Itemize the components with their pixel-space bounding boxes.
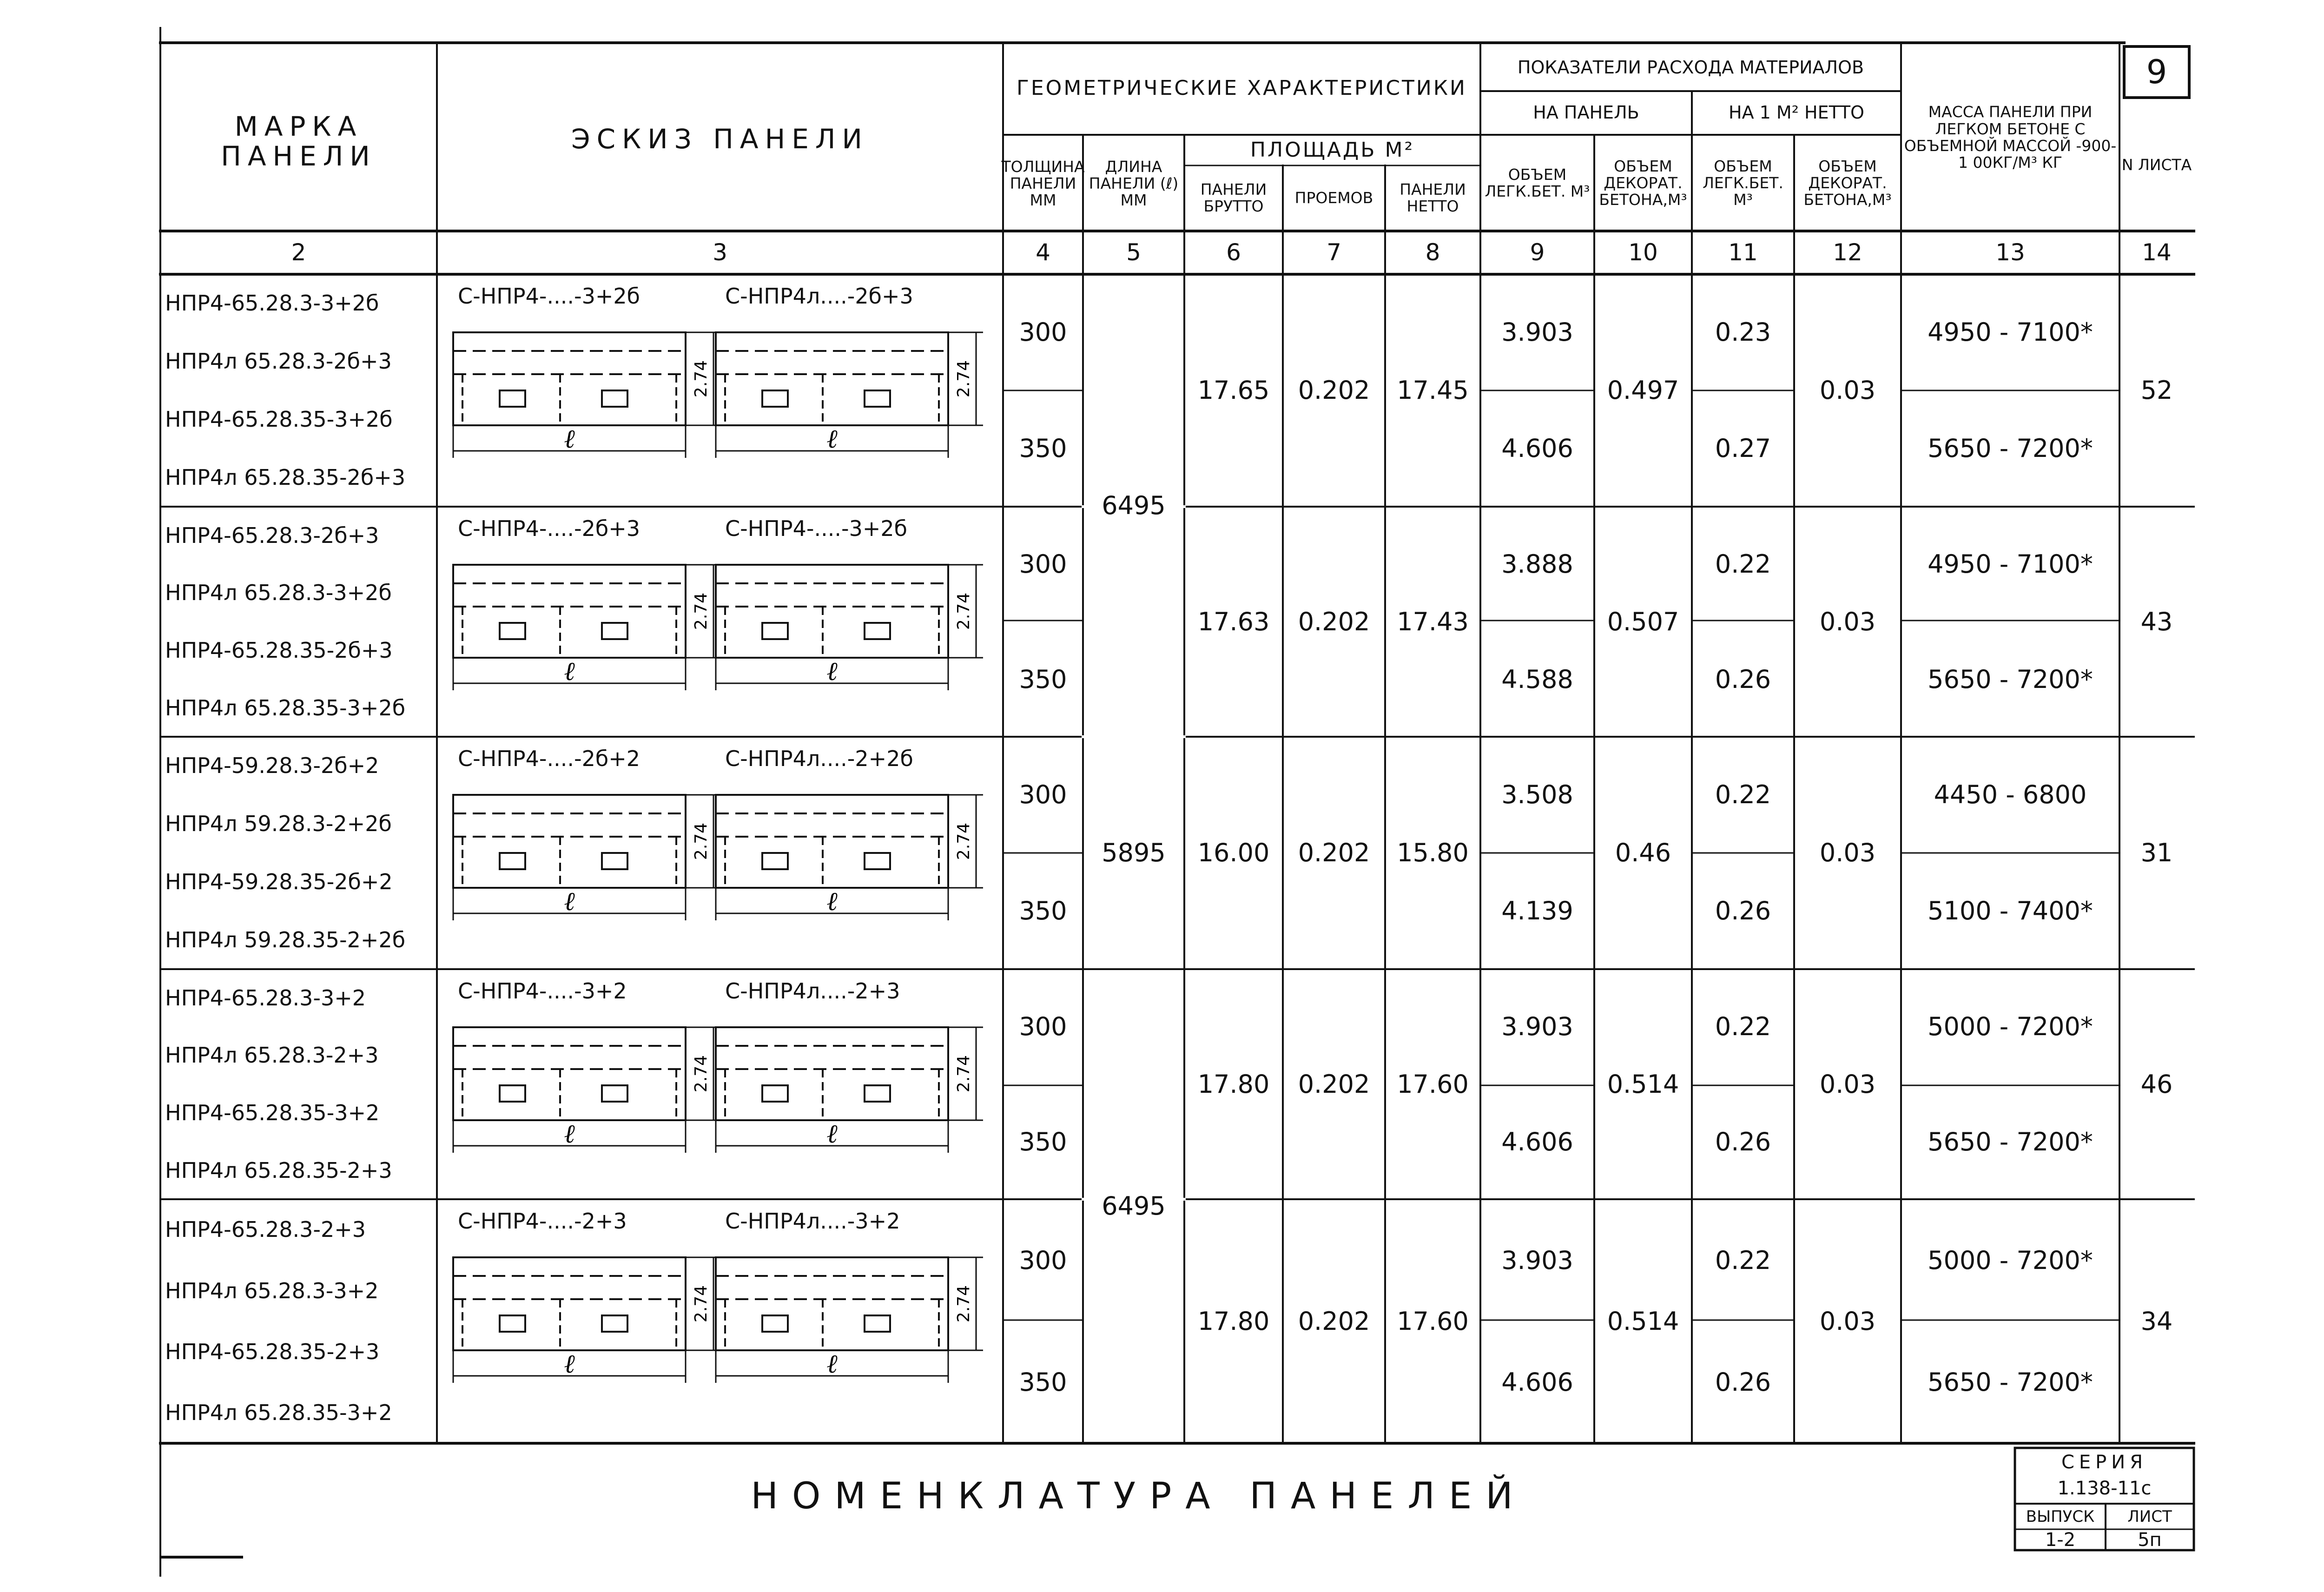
sheet-reference: 31 (2140, 838, 2173, 868)
panel-sketch-left (449, 776, 737, 944)
col-header-sheet-no: N ЛИСТА (2121, 155, 2192, 174)
panel-outline (716, 1027, 948, 1120)
col-header-thickness: ТОЛЩИНА ПАНЕЛИ ММ (1001, 157, 1085, 210)
window-opening (602, 390, 627, 407)
sketch-title-left: С-НПР4-....-2б+3 (458, 516, 640, 541)
vol-light-concrete-m2: 0.26 (1715, 1127, 1771, 1156)
panel-mark: НПР4-65.28.3-3+2 (165, 985, 366, 1011)
vol-light-concrete: 3.903 (1501, 1012, 1573, 1042)
openings-area: 0.202 (1298, 607, 1370, 636)
vol-light-concrete-m2: 0.27 (1715, 434, 1771, 463)
panel-mark: НПР4-59.28.3-2б+2 (165, 753, 379, 779)
sketch-title-right: С-НПР4л....-2б+3 (725, 284, 913, 309)
sheet-reference: 52 (2140, 376, 2173, 405)
panel-mark: НПР4л 65.28.3-2+3 (165, 1043, 379, 1068)
panel-sketch-right (711, 1009, 999, 1176)
vol-decor-concrete: 0.497 (1607, 376, 1679, 405)
vol-light-concrete-m2: 0.26 (1715, 896, 1771, 926)
panel-mass: 4450 - 6800 (1934, 780, 2087, 810)
panel-mass: 5650 - 7200* (1928, 664, 2093, 694)
thickness-value: 300 (1019, 317, 1067, 347)
column-number: 9 (1530, 239, 1545, 266)
sketch-title-right: С-НПР4-....-3+2б (725, 516, 908, 541)
vol-decor-concrete-m2: 0.03 (1819, 1306, 1876, 1336)
dim-length-label: ℓ (564, 1349, 575, 1379)
drawing-title: НОМЕНКЛАТУРА ПАНЕЛЕЙ (751, 1475, 1527, 1518)
panel-mark: НПР4-65.28.35-2б+3 (165, 638, 393, 663)
panel-mass: 4950 - 7100* (1928, 549, 2093, 579)
panel-sketch-right (711, 1239, 999, 1406)
panel-drawing (711, 1239, 999, 1406)
panel-drawing (449, 1239, 737, 1406)
col-header-materials: ПОКАЗАТЕЛИ РАСХОДА МАТЕРИАЛОВ (1517, 57, 1864, 78)
window-opening (762, 390, 788, 407)
thickness-value: 300 (1019, 1012, 1067, 1042)
column-number: 6 (1226, 239, 1241, 266)
dim-height-label: 2.74 (692, 1285, 711, 1323)
panel-sketch-right (711, 776, 999, 944)
vol-decor-concrete: 0.46 (1615, 838, 1671, 868)
net-area: 17.60 (1397, 1069, 1469, 1099)
vol-light-concrete-m2: 0.22 (1715, 780, 1771, 810)
dim-length-label: ℓ (826, 424, 838, 454)
column-number: 7 (1327, 239, 1341, 266)
col-header-length: ДЛИНА ПАНЕЛИ (ℓ) ММ (1089, 157, 1179, 210)
col-header-per-panel: НА ПАНЕЛЬ (1533, 102, 1639, 123)
dim-height-label: 2.74 (692, 822, 711, 860)
window-opening (500, 853, 525, 869)
vol-decor-concrete-m2: 0.03 (1819, 838, 1876, 868)
sketch-title-right: С-НПР4л....-2+3 (725, 978, 900, 1004)
panel-drawing (711, 776, 999, 944)
panel-mark: НПР4л 59.28.35-2+2б (165, 927, 406, 953)
column-number: 3 (713, 239, 727, 266)
sketch-title-left: С-НПР4-....-2+3 (458, 1209, 627, 1234)
panel-outline (716, 1257, 948, 1350)
thickness-value: 350 (1019, 896, 1067, 926)
panel-outline (453, 332, 686, 425)
length-shared-bottom: 6495 (1102, 1191, 1166, 1221)
gross-area: 17.65 (1197, 376, 1270, 405)
panel-outline (716, 795, 948, 888)
sheet-number: 9 (2146, 53, 2167, 91)
dim-length-label: ℓ (564, 424, 575, 454)
panel-mark: НПР4-65.28.3-3+2б (165, 291, 379, 316)
vol-light-concrete: 3.508 (1501, 780, 1573, 810)
column-number: 8 (1425, 239, 1440, 266)
window-opening (762, 1315, 788, 1332)
vol-light-concrete-m2: 0.26 (1715, 664, 1771, 694)
column-number: 10 (1628, 239, 1658, 266)
vol-light-concrete: 4.588 (1501, 664, 1573, 694)
dim-height-label: 2.74 (954, 1285, 973, 1323)
vol-decor-concrete-m2: 0.03 (1819, 1069, 1876, 1099)
panel-mark: НПР4-65.28.35-2+3 (165, 1339, 380, 1364)
openings-area: 0.202 (1298, 1306, 1370, 1336)
panel-outline (453, 795, 686, 888)
panel-mark: НПР4л 65.28.35-3+2 (165, 1400, 392, 1426)
window-opening (762, 1085, 788, 1102)
dim-length-label: ℓ (826, 1349, 838, 1379)
sketch-title-right: С-НПР4л....-2+2б (725, 746, 913, 771)
vol-light-concrete-m2: 0.26 (1715, 1367, 1771, 1397)
vol-light-concrete: 4.139 (1501, 896, 1573, 926)
col-header-mass: МАССА ПАНЕЛИ ПРИ ЛЕГКОМ БЕТОНЕ С ОБЪЕМНОЙ МАССОЙ -900-1 00КГ/М³ КГ (1904, 103, 2117, 172)
vol-light-concrete-m2: 0.22 (1715, 549, 1771, 579)
thickness-value: 350 (1019, 1127, 1067, 1156)
sketch-title-left: С-НПР4-....-3+2б (458, 284, 640, 309)
sheet-label: ЛИСТ (2127, 1507, 2172, 1526)
column-number: 5 (1126, 239, 1141, 266)
col-header-gross: ПАНЕЛИ БРУТТО (1200, 180, 1267, 215)
issue-value: 1-2 (2045, 1529, 2076, 1551)
vol-light-concrete: 4.606 (1501, 1367, 1573, 1397)
panel-mark: НПР4-65.28.35-3+2 (165, 1100, 380, 1126)
vol-light-concrete: 4.606 (1501, 434, 1573, 463)
panel-sketch-right (711, 546, 999, 713)
vol-light-concrete: 3.903 (1501, 1245, 1573, 1275)
window-opening (500, 390, 525, 407)
vol-decor-concrete: 0.507 (1607, 607, 1679, 636)
panel-mark: НПР4л 65.28.35-2б+3 (165, 465, 406, 490)
col-header-per-m2: НА 1 М² НЕТТО (1729, 102, 1864, 123)
net-area: 17.45 (1397, 376, 1469, 405)
panel-mark: НПР4л 65.28.35-2+3 (165, 1157, 392, 1183)
series-label: СЕРИЯ (2061, 1451, 2148, 1473)
panel-sketch-left (449, 1009, 737, 1176)
panel-sketch-left (449, 1239, 737, 1406)
window-opening (762, 623, 788, 639)
panel-mark: НПР4-65.28.3-2б+3 (165, 522, 379, 548)
col-header-area: ПЛОЩАДЬ М² (1250, 138, 1415, 162)
panel-drawing (711, 1009, 999, 1176)
dim-height-label: 2.74 (692, 1055, 711, 1093)
window-opening (602, 623, 627, 639)
net-area: 17.43 (1397, 607, 1469, 636)
window-opening (500, 623, 525, 639)
col-header-vol-light-m2: ОБЪЕМ ЛЕГК.БЕТ. М³ (1703, 157, 1783, 209)
window-opening (602, 853, 627, 869)
panel-mark: НПР4-65.28.35-3+2б (165, 407, 393, 432)
window-opening (602, 1315, 627, 1332)
column-number: 2 (291, 239, 306, 266)
vol-light-concrete-m2: 0.23 (1715, 317, 1771, 347)
window-opening (762, 853, 788, 869)
col-header-mark: МАРКА ПАНЕЛИ (221, 111, 376, 172)
dim-height-label: 2.74 (954, 592, 973, 630)
issue-label: ВЫПУСК (2026, 1507, 2095, 1526)
panel-mass: 5100 - 7400* (1928, 896, 2093, 926)
panel-mark: НПР4-59.28.35-2б+2 (165, 869, 393, 895)
sketch-title-right: С-НПР4л....-3+2 (725, 1209, 900, 1234)
column-number: 13 (1995, 239, 2025, 266)
vol-light-concrete: 3.888 (1501, 549, 1573, 579)
dim-height-label: 2.74 (954, 822, 973, 860)
panel-outline (716, 565, 948, 658)
vol-light-concrete: 4.606 (1501, 1127, 1573, 1156)
panel-mass: 5650 - 7200* (1928, 1127, 2093, 1156)
column-number: 12 (1833, 239, 1862, 266)
panel-drawing (449, 776, 737, 944)
sheet-reference: 34 (2140, 1306, 2173, 1336)
openings-area: 0.202 (1298, 376, 1370, 405)
thickness-value: 300 (1019, 780, 1067, 810)
col-header-geometry: ГЕОМЕТРИЧЕСКИЕ ХАРАКТЕРИСТИКИ (1017, 76, 1467, 100)
panel-drawing (711, 314, 999, 481)
column-number: 14 (2142, 239, 2172, 266)
vol-light-concrete-m2: 0.22 (1715, 1245, 1771, 1275)
length-value: 5895 (1102, 838, 1166, 868)
col-header-vol-decor-m2: ОБЪЕМ ДЕКОРАТ. БЕТОНА,М³ (1803, 157, 1892, 209)
dim-length-label: ℓ (826, 1119, 838, 1149)
net-area: 17.60 (1397, 1306, 1469, 1336)
col-header-vol-light: ОБЪЕМ ЛЕГК.БЕТ. М³ (1485, 165, 1590, 200)
col-header-sketch: ЭСКИЗ ПАНЕЛИ (571, 123, 869, 155)
window-opening (602, 1085, 627, 1102)
openings-area: 0.202 (1298, 838, 1370, 868)
panel-outline (453, 1027, 686, 1120)
col-header-openings: ПРОЕМОВ (1294, 188, 1373, 207)
panel-outline (716, 332, 948, 425)
column-number: 4 (1036, 239, 1050, 266)
sheet-reference: 46 (2140, 1069, 2173, 1099)
dim-height-label: 2.74 (954, 360, 973, 398)
vol-decor-concrete: 0.514 (1607, 1306, 1679, 1336)
thickness-value: 350 (1019, 664, 1067, 694)
panel-mark: НПР4л 65.28.3-3+2б (165, 580, 392, 606)
panel-outline (453, 1257, 686, 1350)
panel-mass: 5000 - 7200* (1928, 1012, 2093, 1042)
gross-area: 17.80 (1197, 1069, 1270, 1099)
dim-length-label: ℓ (564, 886, 575, 917)
window-opening (865, 623, 890, 639)
panel-drawing (449, 546, 737, 713)
panel-drawing (449, 314, 737, 481)
gross-area: 17.63 (1197, 607, 1270, 636)
dim-length-label: ℓ (826, 656, 838, 687)
dim-height-label: 2.74 (692, 360, 711, 398)
thickness-value: 350 (1019, 434, 1067, 463)
panel-mark: НПР4л 59.28.3-2+2б (165, 811, 392, 837)
dim-height-label: 2.74 (954, 1055, 973, 1093)
vol-decor-concrete-m2: 0.03 (1819, 607, 1876, 636)
vol-decor-concrete-m2: 0.03 (1819, 376, 1876, 405)
thickness-value: 300 (1019, 549, 1067, 579)
dim-length-label: ℓ (564, 656, 575, 687)
panel-mass: 5650 - 7200* (1928, 1367, 2093, 1397)
panel-sketch-left (449, 314, 737, 481)
panel-mark: НПР4-65.28.3-2+3 (165, 1217, 366, 1242)
openings-area: 0.202 (1298, 1069, 1370, 1099)
panel-mass: 5650 - 7200* (1928, 434, 2093, 463)
panel-mass: 4950 - 7100* (1928, 317, 2093, 347)
thickness-value: 300 (1019, 1245, 1067, 1275)
dim-length-label: ℓ (826, 886, 838, 917)
sketch-title-left: С-НПР4-....-2б+2 (458, 746, 640, 771)
panel-sketch-right (711, 314, 999, 481)
gross-area: 17.80 (1197, 1306, 1270, 1336)
sheet-value: 5п (2138, 1529, 2162, 1551)
panel-sketch-left (449, 546, 737, 713)
thickness-value: 350 (1019, 1367, 1067, 1397)
panel-outline (453, 565, 686, 658)
vol-decor-concrete: 0.514 (1607, 1069, 1679, 1099)
panel-mark: НПР4л 65.28.3-2б+3 (165, 349, 392, 374)
column-number: 11 (1728, 239, 1758, 266)
panel-mark: НПР4л 65.28.3-3+2 (165, 1278, 379, 1303)
gross-area: 16.00 (1197, 838, 1270, 868)
panel-drawing (449, 1009, 737, 1176)
col-header-vol-decor: ОБЪЕМ ДЕКОРАТ. БЕТОНА,М³ (1599, 157, 1687, 209)
window-opening (865, 1315, 890, 1332)
vol-light-concrete-m2: 0.22 (1715, 1012, 1771, 1042)
net-area: 15.80 (1397, 838, 1469, 868)
panel-mark: НПР4л 65.28.35-3+2б (165, 695, 406, 720)
window-opening (500, 1315, 525, 1332)
panel-drawing (711, 546, 999, 713)
dim-length-label: ℓ (564, 1119, 575, 1149)
vol-light-concrete: 3.903 (1501, 317, 1573, 347)
window-opening (865, 1085, 890, 1102)
length-shared-top: 6495 (1102, 490, 1166, 520)
sheet-reference: 43 (2140, 607, 2173, 636)
window-opening (865, 390, 890, 407)
dim-height-label: 2.74 (692, 592, 711, 630)
window-opening (865, 853, 890, 869)
series-code: 1.138-11с (2057, 1478, 2152, 1499)
col-header-net: ПАНЕЛИ НЕТТО (1400, 180, 1466, 215)
window-opening (500, 1085, 525, 1102)
panel-mass: 5000 - 7200* (1928, 1245, 2093, 1275)
sketch-title-left: С-НПР4-....-3+2 (458, 978, 627, 1004)
